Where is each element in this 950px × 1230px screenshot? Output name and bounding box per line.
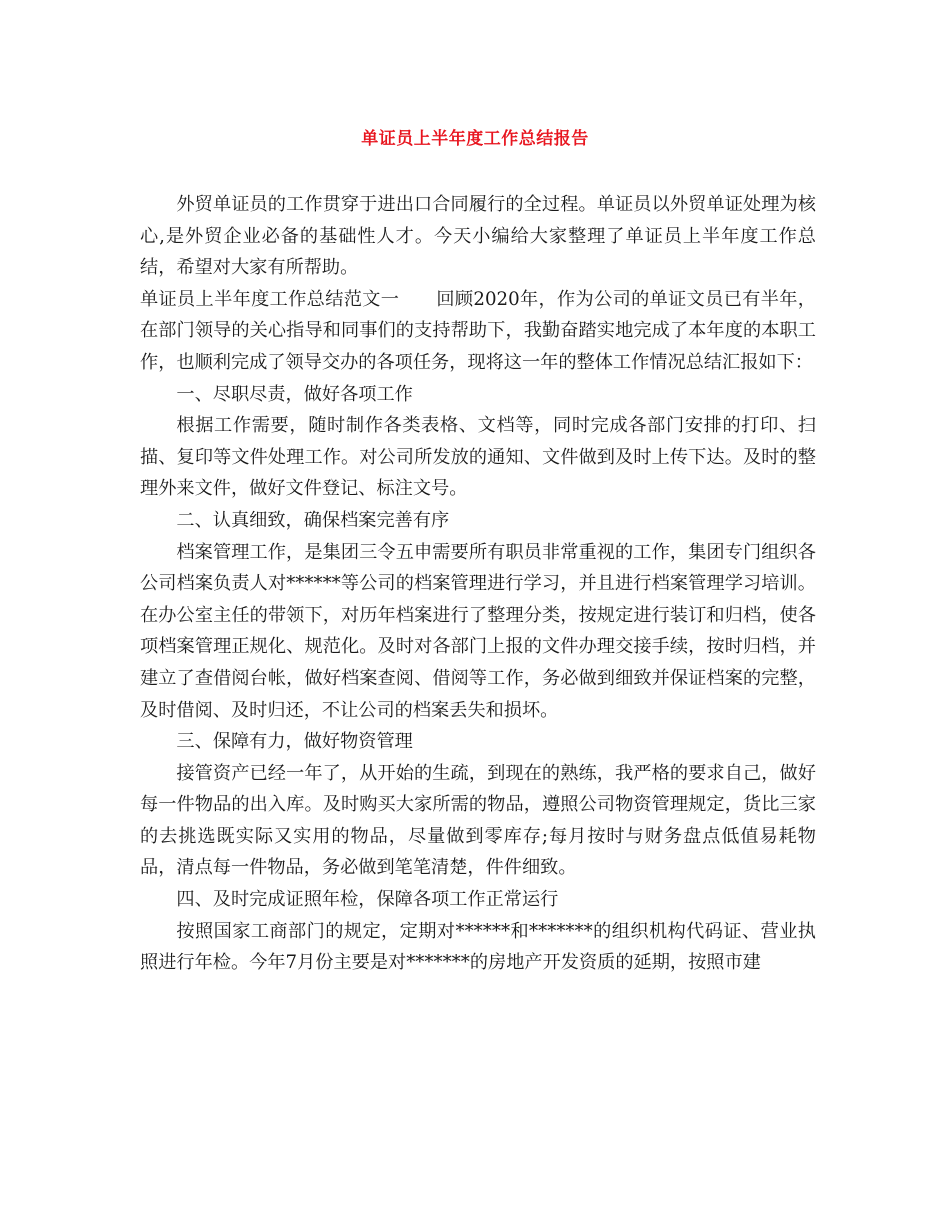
sample-one-paragraph: 单证员上半年度工作总结范文一 回顾2020年，作为公司的单证文员已有半年，在部门领导的关心指导和同事们的支持帮助下，我勤奋踏实地完成了本年度的本职工作，也顺利完成了领导交办的各项任务，现将这一年的整体工作情况总结汇报如下： [140,288,816,373]
section-1-paragraph: 根据工作需要，随时制作各类表格、文档等，同时完成各部门安排的打印、扫描、复印等文件处理工作。对公司所发放的通知、文件做到及时上传下达。及时的整理外来文件，做好文件登记、标注文号。 [140,415,816,500]
section-heading-3: 三、保障有力，做好物资管理 [176,731,413,753]
section-heading-2: 二、认真细致，确保档案完善有序 [176,509,450,531]
document-body [140,189,816,979]
document-title: 单证员上半年度工作总结报告 [361,129,589,149]
intro-paragraph: 外贸单证员的工作贯穿于进出口合同履行的全过程。单证员以外贸单证处理为核心,是外贸企业必备的基础性人才。今天小编给大家整理了单证员上半年度工作总结，希望对大家有所帮助。 [140,194,816,279]
section-4-paragraph: 按照国家工商部门的规定，定期对******和*******的组织机构代码证、营业执照进行年检。今年7月份主要是对*******的房地产开发资质的延期，按照市建 [140,920,816,974]
section-3-paragraph: 接管资产已经一年了，从开始的生疏，到现在的熟练，我严格的要求自己，做好每一件物品的出入库。及时购买大家所需的物品，遵照公司物资管理规定，货比三家的去挑选既实际又实用的物品，尽量做到零库存;每月按时与财务盘点低值易耗物品，清点每一件物品，务必做到笔笔清楚，件件细致。 [140,762,816,879]
section-heading-1: 一、尽职尽责，做好各项工作 [176,383,413,405]
section-2-paragraph: 档案管理工作，是集团三令五申需要所有职员非常重视的工作，集团专门组织各公司档案负责人对******等公司的档案管理进行学习，并且进行档案管理学习培训。在办公室主任的带领下，对历年档案进行了整理分类，按规定进行装订和归档，使各项档案管理正规化、规范化。及时对各部门上报的文件办理交接手续，按时归档，并建立了查借阅台帐，做好档案查阅、借阅等工作，务必做到细致并保证档案的完整，及时借阅、及时归还，不让公司的档案丢失和损坏。 [140,541,816,721]
section-heading-4: 四、及时完成证照年检，保障各项工作正常运行 [176,889,559,911]
